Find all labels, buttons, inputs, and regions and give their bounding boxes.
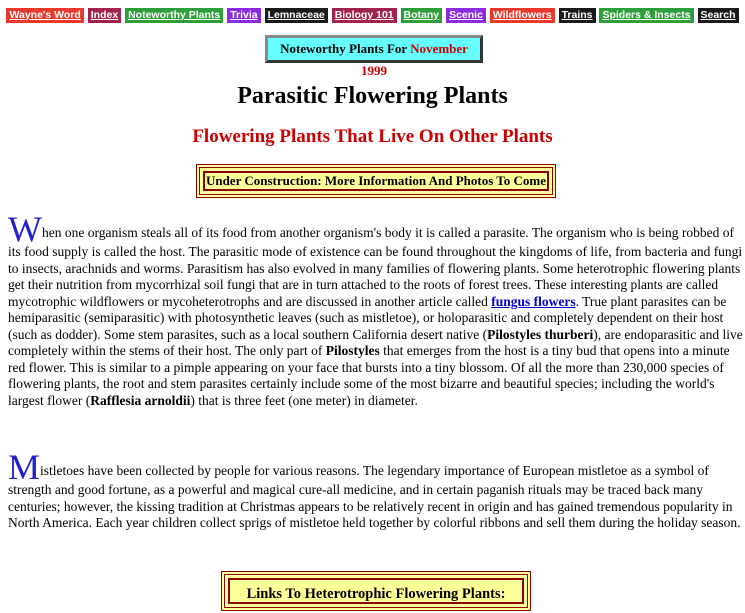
species-name: Rafflesia arnoldii [90,392,191,408]
date-month: November 1999 [361,41,468,78]
drop-cap-w: W [8,209,42,249]
nav-link-biology-101[interactable]: Biology 101 [332,8,397,23]
nav-link-noteworthy-plants[interactable]: Noteworthy Plants [125,8,223,23]
nav-link-scenic[interactable]: Scenic [446,8,486,23]
date-prefix: Noteworthy Plants For [280,41,407,56]
nav-link-trivia[interactable]: Trivia [227,8,260,23]
drop-cap-m: M [8,447,41,487]
page-title: Parasitic Flowering Plants [237,83,508,109]
page-subtitle: Flowering Plants That Live On Other Plants [192,126,553,147]
species-name: Pilostyles thurberi [487,326,594,342]
mistletoe-paragraph: Mistletoes have been collected by people for various reasons. The legendary importance of European mistletoe as a symbol of strength and good fortune, as a powerful and magical cure-all medicine, and in certain paganish rituals may be traced back many centuries; however, the kissing tradition at Christmas appears to be relatively recent in origin and has gained tremendous popularity in North America. Each year children collect sprigs of mistletoe held together by colorful ribbons and sell them during the holiday season. [8,447,741,530]
nav-link-botany[interactable]: Botany [401,8,443,23]
nav-link-wildflowers[interactable]: Wildflowers [490,8,555,23]
fungus-flowers-link[interactable]: fungus flowers [491,293,576,309]
nav-link-spiders-insects[interactable]: Spiders & Insects [599,8,693,23]
top-navigation-bar [0,8,745,23]
nav-link-waynes-word[interactable]: Wayne's Word [6,8,83,23]
nav-link-trains[interactable]: Trains [559,8,596,23]
nav-link-lemnaceae[interactable]: Lemnaceae [265,8,328,23]
nav-link-index[interactable]: Index [88,8,121,23]
date-banner [265,35,483,78]
intro-paragraph: When one organism steals all of its food from another organism's body it is called a parasite. The organism who is being robbed of its food supply is called the host. The parasitic mode of existence can be found throughout the kingdoms of life, from bacteria and fungi to insects, arachnids and worms. Parasitism has also evolved in many families of flowering plants. Some heterotrophic flowering plants get their nutrition from mycorrhizal soil fungi that are in turn attached to the roots of forest trees. These interesting plants are called mycotrophic wildflowers or mycoheterotrophs and are discussed in another article called fungus flowers. True plant parasites can be hemiparasitic (semiparasitic) with photosynthetic leaves (such as mistletoe), or holoparasitic and completely dependent on their host (such as dodder). Some stem parasites, such as a local southern California desert native (Pilostyles thurberi), are endoparasitic and live completely within the stems of their host. The only part of Pilostyles that emerges from the host is a tiny bud that opens into a minute red flower. This is similar to a pimple appearing on your face that bursts into a tiny blossom. Of all the more than 230,000 species of flowering plants, the root and stem parasites certainly include some of the most bizarre and beautiful species; including the world's largest flower (Rafflesia arnoldii) that is three feet (one meter) in diameter. [8,209,743,408]
links-heading: Links To Heterotrophic Flowering Plants: [246,586,506,602]
links-heading-box [221,571,531,611]
genus-name: Pilostyles [325,343,380,358]
under-construction-notice [196,164,556,198]
nav-link-search[interactable]: Search [698,8,739,23]
notice-text: Under Construction: More Information And Photos To Come [205,173,547,188]
